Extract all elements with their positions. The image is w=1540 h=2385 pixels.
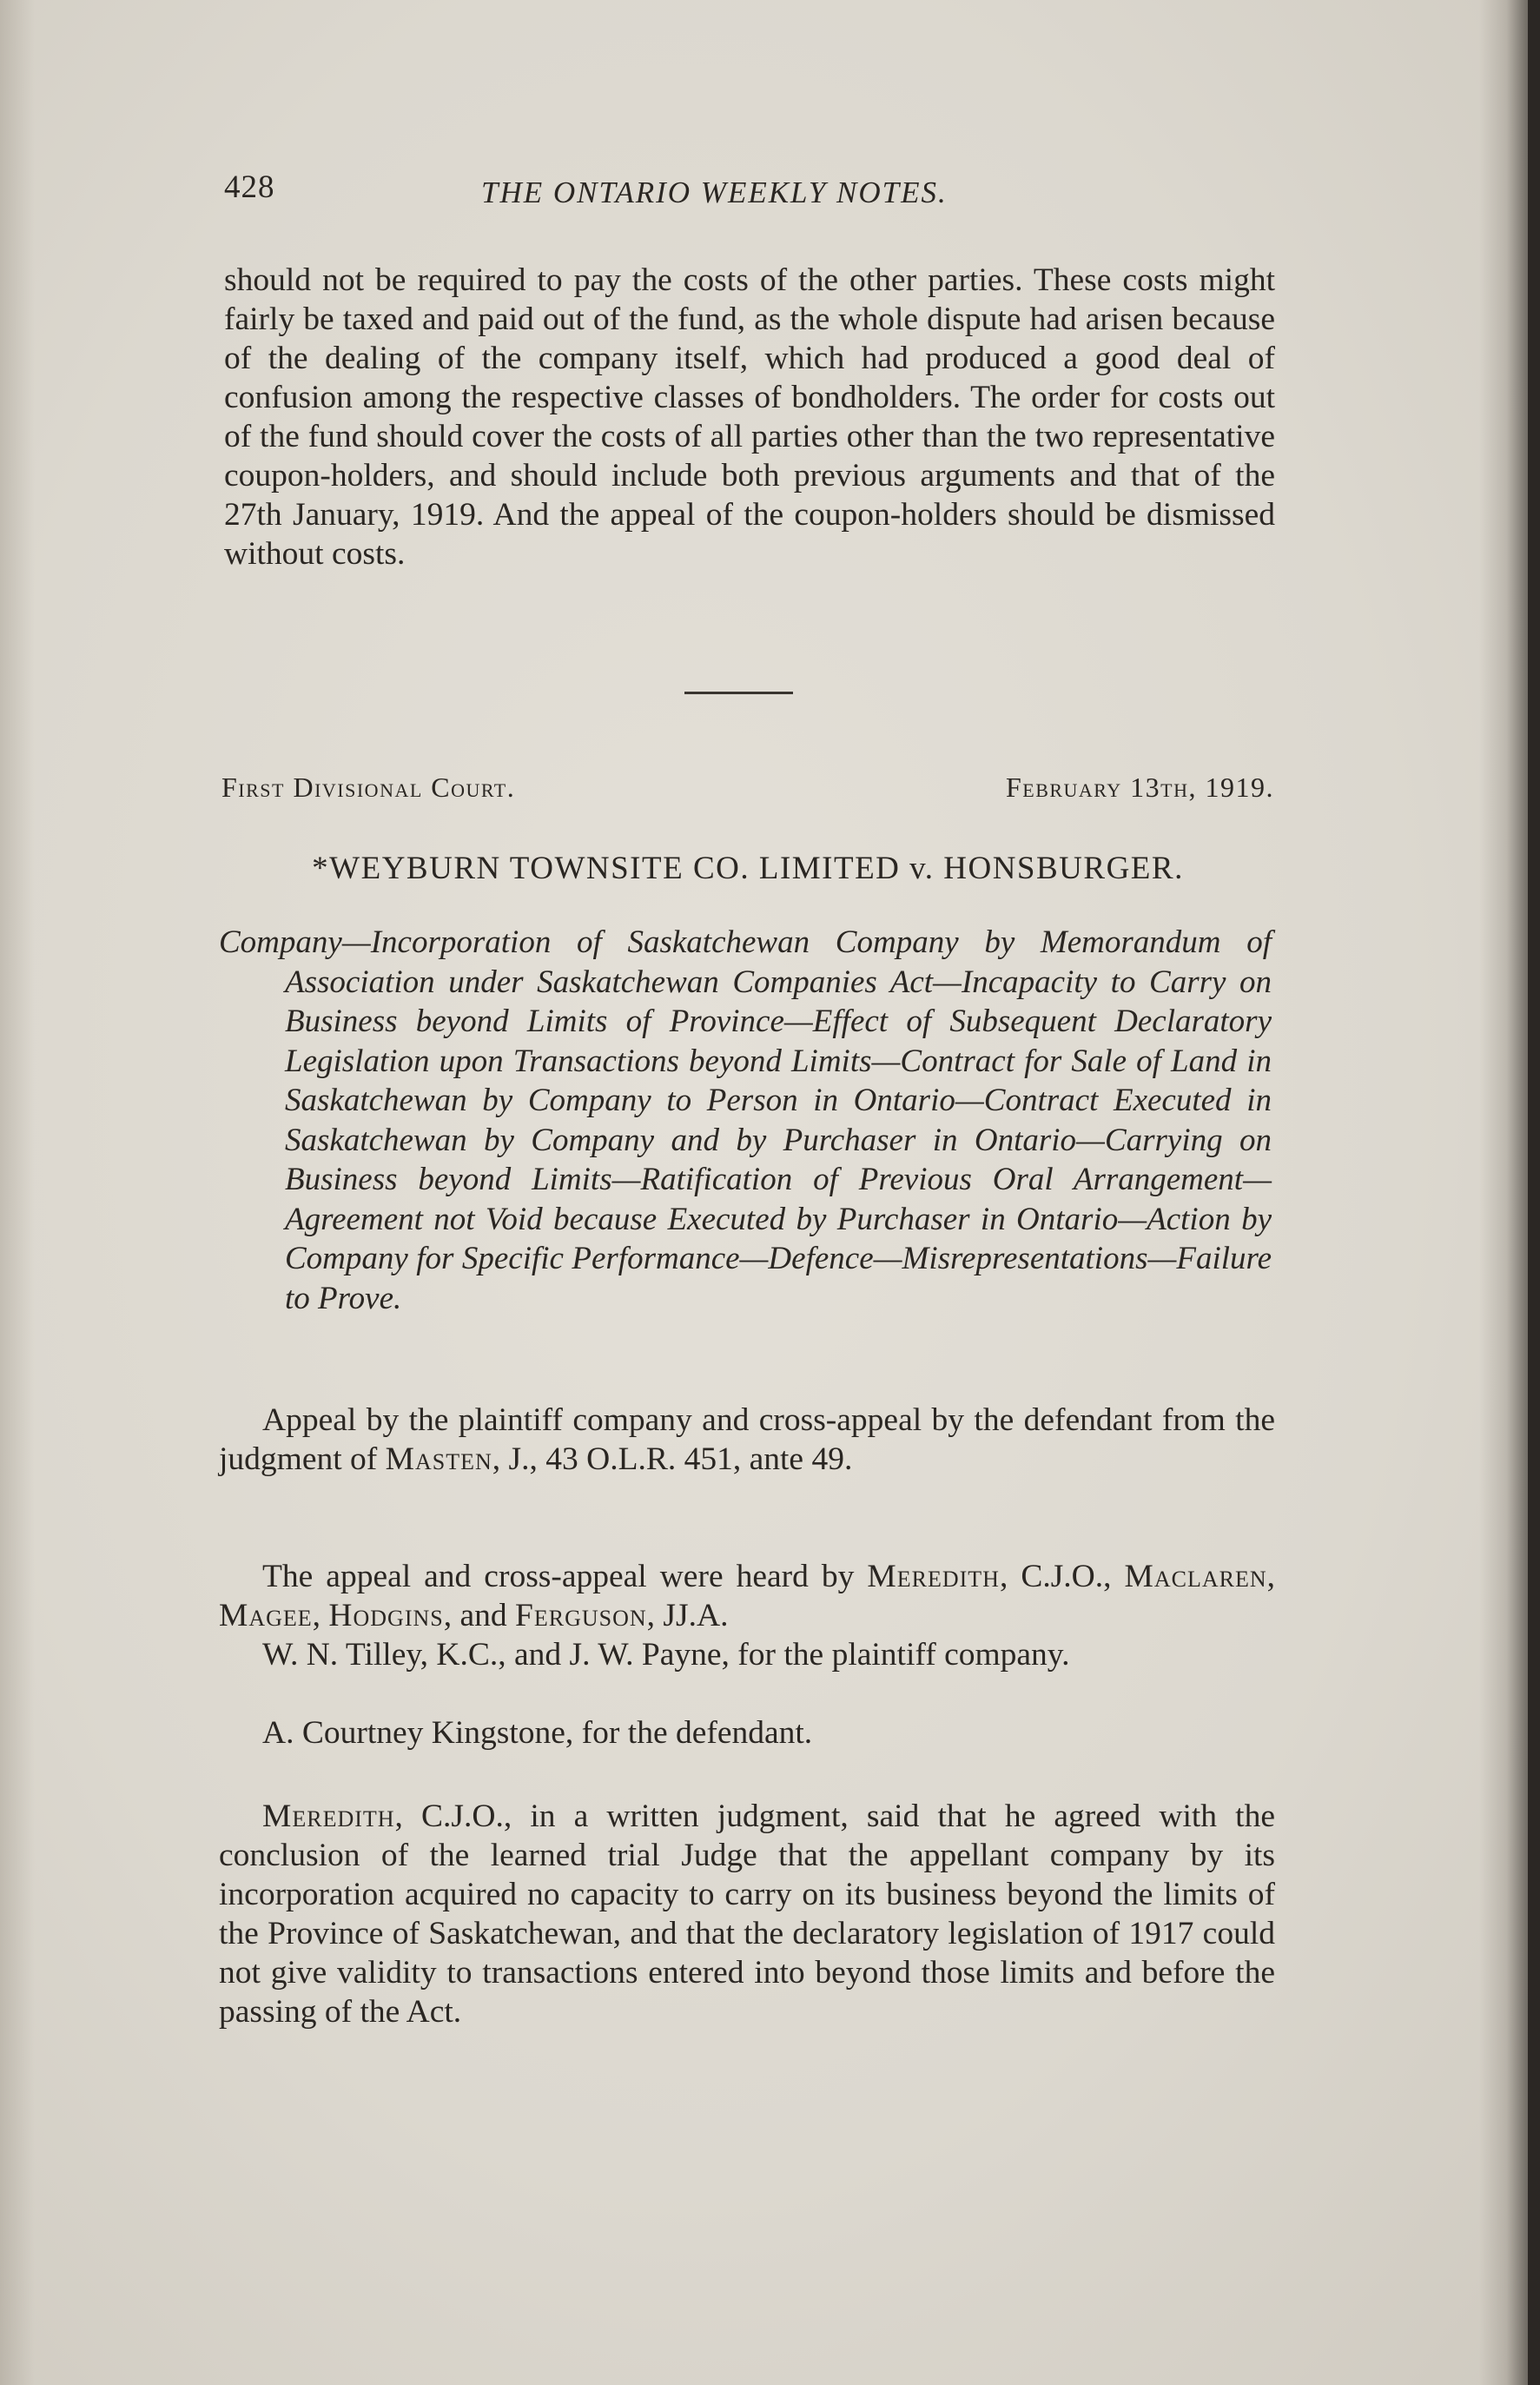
counsel-plaintiff: W. N. Tilley, K.C., and J. W. Payne, for the plaintiff company. <box>262 1637 1070 1673</box>
heard-separator: , <box>1266 1559 1276 1594</box>
journal-title: THE ONTARIO WEEKLY NOTES. <box>481 176 948 209</box>
case-title: *WEYBURN TOWNSITE CO. LIMITED v. HONSBURGER. <box>312 851 1184 886</box>
judge-name: Maclaren <box>1124 1559 1267 1594</box>
judge-name: Hodgins <box>328 1598 444 1633</box>
court-name: First Divisional Court. <box>221 772 516 803</box>
heard-separator: , <box>312 1598 329 1633</box>
page-number: 428 <box>224 169 275 205</box>
judge-name: Meredith <box>867 1559 1000 1594</box>
section-divider <box>684 692 793 694</box>
continued-paragraph: should not be required to pay the costs of the other parties. These costs might fairly be taxed and paid out of the fund, as the whole dispute had arisen because of the dealing of the company itself, which had produced a good deal of confusion among the respective classes of bondholders. The order for costs out of the fund should cover the costs of all parties other than the two representative coupon-holders, and should include both previous arguments and that of the 27th January, 1919. And the appeal of the coupon-holders should be dismissed without costs. <box>224 262 1275 572</box>
heard-separator: , C.J.O., <box>999 1559 1125 1594</box>
page-left-edge <box>0 0 35 2385</box>
appeal-text-before: Appeal by the plaintiff company and cross-appeal by the defendant from the judgment of <box>219 1402 1275 1477</box>
judgment-paragraph <box>219 1797 1275 2031</box>
heard-paragraph <box>219 1557 1275 1635</box>
trial-judge-name: Masten <box>385 1441 492 1477</box>
appeal-text-after: , J., 43 O.L.R. 451, ante 49. <box>492 1441 853 1477</box>
running-head <box>224 163 1006 215</box>
book-spine <box>1528 0 1540 2385</box>
headnote: Company—Incorporation of Saskatchewan Company by Memorandum of Association under Saskatchewan Companies Act—Incapacity to Carry on Business beyond Limits of Province—Effect of Subsequent Declaratory Legislation upon Transactions beyond Limits—Contract for Sale of Land in Saskatchewan by Company to Person in Ontario—Contract Executed in Saskatchewan by Company and by Purchaser in Ontario—Carrying on Business beyond Limits—Ratification of Previous Oral Arrangement—Agreement not Void because Executed by Purchaser in Ontario—Action by Company for Specific Performance—Defence—Misrepresentations—Failure to Prove. <box>219 924 1272 1316</box>
judge-name: Ferguson <box>515 1598 647 1633</box>
counsel-defendant: A. Courtney Kingstone, for the defendant. <box>262 1715 813 1751</box>
judge-name: Magee <box>219 1598 313 1633</box>
appeal-paragraph <box>219 1401 1275 1479</box>
heard-text-before: The appeal and cross-appeal were heard by <box>262 1559 868 1594</box>
court-line <box>221 772 1274 813</box>
heard-separator: , and <box>443 1598 516 1633</box>
judgment-text: , C.J.O., in a written judgment, said that he agreed with the conclusion of the learned trial Judge that the appellant company by its incorporation acquired no capacity to carry on its business beyond the limits of the Province of Saskatchewan, and that the declaratory legislation of 1917 could not give validity to transactions entered into beyond those limits and before the passing of the Act. <box>219 1799 1275 2030</box>
decision-date: February 13th, 1919. <box>1005 772 1274 803</box>
heard-text-after: , JJ.A. <box>646 1598 729 1633</box>
judgment-judge-name: Meredith <box>262 1799 395 1834</box>
